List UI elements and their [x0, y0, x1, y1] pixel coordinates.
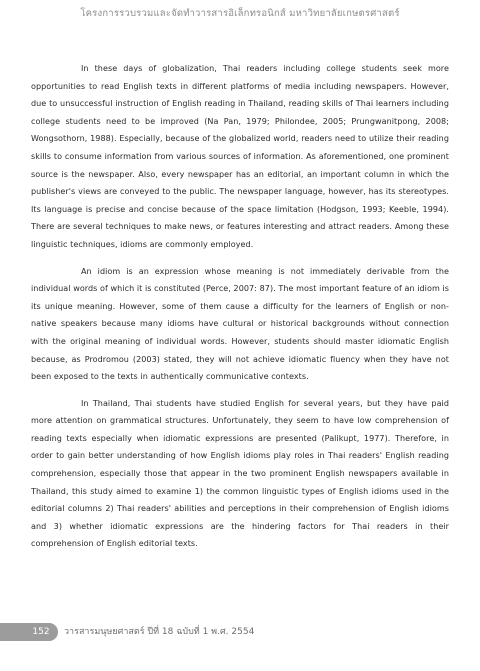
page-number: 152 [32, 627, 50, 637]
journal-citation: วารสารมนุษยศาสตร์ ปีที่ 18 ฉบับที่ 1 พ.ศ. 2554 [64, 627, 255, 637]
running-header: โครงการรวบรวมและจัดทำวารสารอิเล็กทรอนิกส์ มหาวิทยาลัยเกษตรศาสตร์ [80, 8, 400, 19]
page-footer [0, 623, 480, 641]
paragraph-study-aims: In Thailand, Thai students have studied English for several years, but they have paid more attention on grammatical structures. Unfortunately, they seem to have low comprehension of reading texts especially when idiomatic expressions are presented (Palikupt, 1977). Therefore, in order to gain better understanding of how English idioms play roles in Thai readers' English reading comprehension, especially those that appear in the two prominent English newspapers available in Thailand, this study aimed to examine 1) the common linguistic types of English idioms used in the editorial columns 2) Thai readers' abilities and perceptions in their comprehension of English idioms and 3) whether idiomatic expressions are the hindering factors for Thai readers in their comprehension of English editorial texts. [31, 398, 449, 549]
article-body [31, 60, 449, 562]
paragraph-globalization: In these days of globalization, Thai readers including college students seek more opportunities to read English texts in different platforms of media including newspapers. However, due to unsuccessful instruction of English reading in Thailand, reading skills of Thai learners including college students need to be improved (Na Pan, 1979; Philondee, 2005; Prungwanitpong, 2008; Wongsothorn, 1988). Especially, because of the globalized world, readers need to utilize their reading skills to consume information from various sources of information. As aforementioned, one prominent source is the newspaper. Also, every newspaper has an editorial, an important column in which the publisher's views are conveyed to the public. The newspaper language, however, has its stereotypes. Its language is precise and concise because of the space limitation (Hodgson, 1993; Keeble, 1994). There are several techniques to make news, or features interesting and attract readers. Among these linguistic techniques, idioms are commonly employed. [31, 64, 449, 249]
paragraph-idiom-definition: An idiom is an expression whose meaning is not immediately derivable from the individual words of which it is constituted (Perce, 2007: 87). The most important feature of an idiom is its unique meaning. However, some of them cause a difficulty for the learners of English or non-native speakers because many idioms have cultural or historical backgrounds without connection with the original meaning of individual words. However, students should master idiomatic English because, as Prodromou (2003) stated, they will not achieve idiomatic fluency when they have not been exposed to the texts in authentically communicative contexts. [31, 266, 449, 382]
